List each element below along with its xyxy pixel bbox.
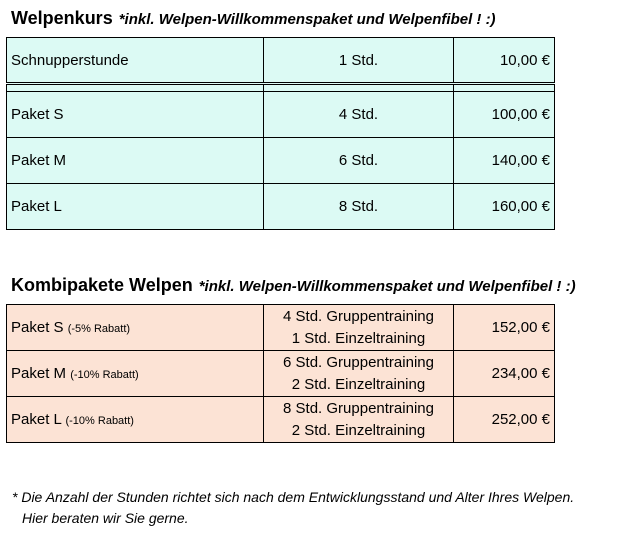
- table-row: [7, 184, 555, 230]
- package-name-cell: [7, 351, 264, 397]
- discount-label: (-10% Rabatt): [70, 369, 139, 381]
- package-name: Paket M: [11, 365, 67, 382]
- course-price: 140,00 €: [454, 138, 555, 184]
- package-contents: [264, 305, 454, 351]
- package-contents: [264, 351, 454, 397]
- package-name-cell: [7, 397, 264, 443]
- table-row: [7, 305, 555, 351]
- package-price: 152,00 €: [454, 305, 555, 351]
- course-name: Paket S: [7, 92, 264, 138]
- kombipakete-price-table: [6, 304, 555, 443]
- single-training: 2 Std. Einzeltraining: [291, 375, 426, 393]
- course-price: 10,00 €: [454, 38, 555, 84]
- single-training: 1 Std. Einzeltraining: [291, 329, 426, 347]
- table-row: [7, 38, 555, 84]
- discount-label: (-5% Rabatt): [67, 323, 131, 335]
- welpenkurs-title: Welpenkurs: [11, 8, 113, 28]
- table-row: [7, 138, 555, 184]
- package-price: 252,00 €: [454, 397, 555, 443]
- group-training: 4 Std. Gruppentraining: [283, 307, 434, 325]
- package-name: Paket L: [11, 411, 62, 428]
- kombipakete-note: *inkl. Welpen-Willkommenspaket und Welpenfibel ! :): [198, 278, 576, 295]
- course-hours: 8 Std.: [264, 184, 454, 230]
- group-training: 8 Std. Gruppentraining: [283, 399, 434, 417]
- single-training: 2 Std. Einzeltraining: [291, 421, 426, 439]
- package-price: 234,00 €: [454, 351, 555, 397]
- footnote-line-2: Hier beraten wir Sie gerne.: [22, 510, 189, 526]
- footnote: [12, 487, 574, 529]
- footnote-line-1: * Die Anzahl der Stunden richtet sich nach dem Entwicklungsstand und Alter Ihres Welpen.: [12, 489, 575, 505]
- table-row: [7, 92, 555, 138]
- welpenkurs-note: *inkl. Welpen-Willkommenspaket und Welpenfibel ! :): [118, 11, 496, 28]
- table-row: [7, 397, 555, 443]
- package-name-cell: [7, 305, 264, 351]
- kombipakete-title: Kombipakete Welpen: [11, 275, 193, 295]
- welpenkurs-heading: [11, 8, 496, 29]
- course-name: Paket L: [7, 184, 264, 230]
- kombipakete-heading: [11, 275, 576, 296]
- course-price: 160,00 €: [454, 184, 555, 230]
- discount-label: (-10% Rabatt): [65, 415, 134, 427]
- welpenkurs-price-table: [6, 37, 555, 230]
- course-hours: 4 Std.: [264, 92, 454, 138]
- package-contents: [264, 397, 454, 443]
- table-divider-row: [7, 84, 555, 92]
- table-row: [7, 351, 555, 397]
- package-name: Paket S: [11, 319, 64, 336]
- course-name: Schnupperstunde: [7, 38, 264, 84]
- course-hours: 1 Std.: [264, 38, 454, 84]
- group-training: 6 Std. Gruppentraining: [283, 353, 434, 371]
- course-hours: 6 Std.: [264, 138, 454, 184]
- course-name: Paket M: [7, 138, 264, 184]
- course-price: 100,00 €: [454, 92, 555, 138]
